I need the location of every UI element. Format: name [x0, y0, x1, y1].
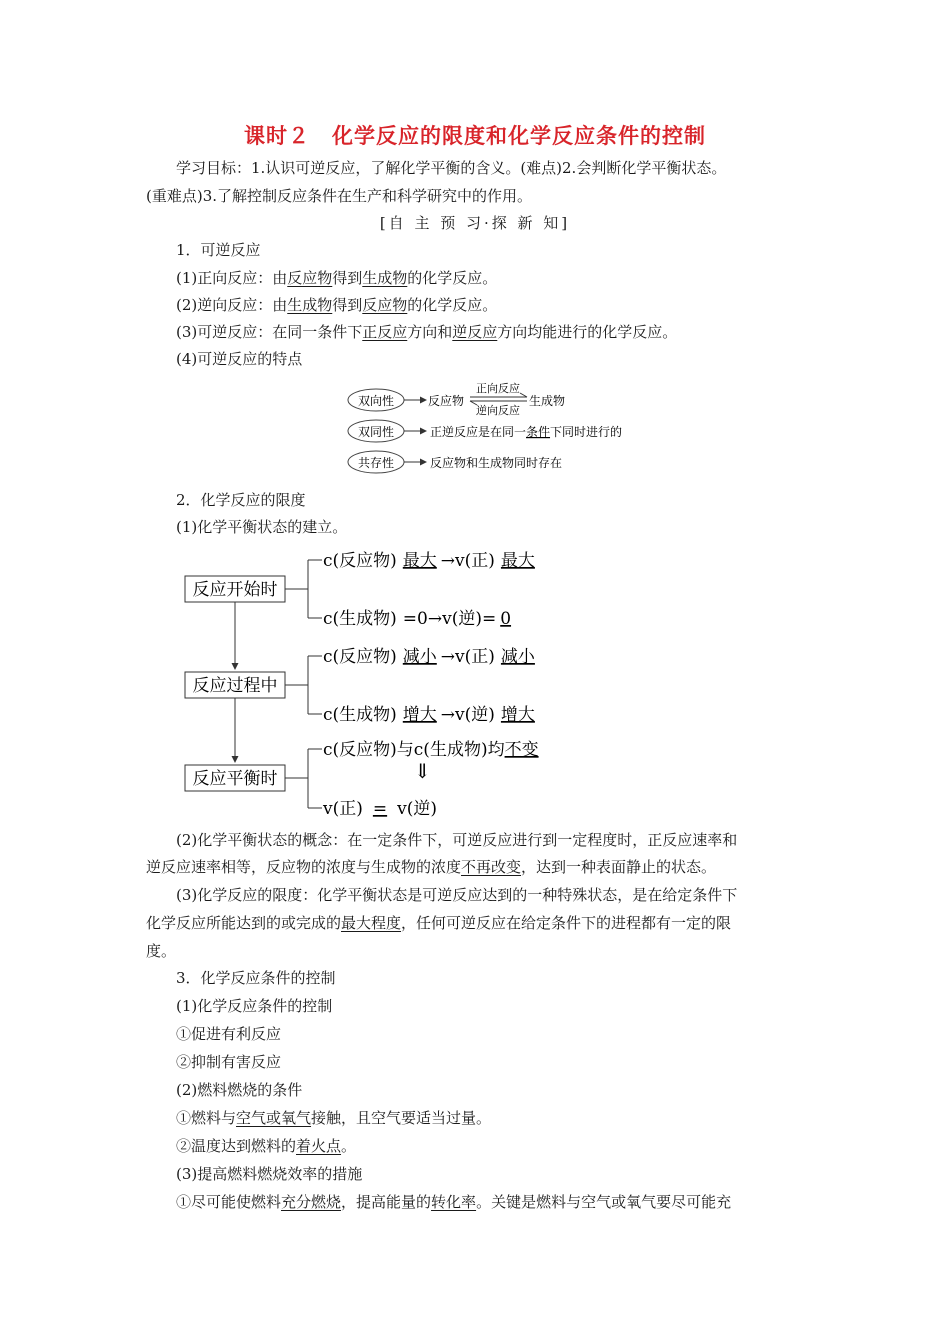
objectives-line-1: 学习目标：1.认识可逆反应，了解化学平衡的含义。(难点)2.会判断化学平衡状态。 [176, 159, 727, 177]
s1-p1 [176, 268, 497, 288]
answer: 反应物 [287, 269, 333, 287]
text: ②温度达到燃料的 [176, 1137, 297, 1155]
answer: 空气或氧气 [236, 1109, 312, 1127]
s3-p2a [176, 1108, 491, 1128]
text: 。关键是燃料与空气或氧气要尽可能充 [476, 1193, 732, 1211]
objectives-line-2: (重难点)3.了解控制反应条件在生产和科学研究中的作用。 [146, 187, 533, 205]
text: c(反应物) [323, 551, 397, 571]
process-reactant-line [323, 647, 536, 667]
text: 逆反应速率相等，反应物的浓度与生成物的浓度 [146, 858, 462, 876]
answer: 逆反应 [452, 323, 498, 341]
s1-p2 [176, 295, 497, 315]
answer: 转化率 [431, 1193, 477, 1211]
implies-arrow: ⇓ [414, 759, 431, 783]
text: c(生成物) [323, 609, 397, 629]
s2-heading: 2．化学反应的限度 [176, 491, 306, 509]
text: (3)可逆反应：在同一条件下 [176, 323, 363, 341]
s1-p3 [176, 322, 677, 342]
text: ，提高能量的 [341, 1193, 432, 1211]
answer: 最大 [402, 551, 437, 571]
feature-node-2 [348, 420, 404, 442]
equilibrium-rate-line [322, 799, 437, 819]
text: (1)正向反应：由 [176, 269, 288, 287]
box-equilibrium-label: 反应平衡时 [192, 769, 278, 789]
text: 得到 [332, 296, 363, 314]
answer: 增大 [500, 705, 535, 725]
text: ，达到一种表面静止的状态。 [521, 858, 717, 876]
answer: 正反应 [362, 323, 408, 341]
text: 。 [341, 1137, 357, 1155]
node-label: 共存性 [357, 456, 395, 470]
node-label: 双同性 [357, 425, 395, 439]
answer: 生成物 [362, 269, 408, 287]
s3-p1b: ②抑制有害反应 [176, 1053, 282, 1071]
text: ①燃料与 [176, 1109, 237, 1127]
text: 方向和 [407, 323, 453, 341]
s3-p1a: ①促进有利反应 [176, 1025, 282, 1043]
node-label: 双向性 [357, 394, 395, 408]
text: c(反应物) [323, 647, 397, 667]
answer: 最大 [500, 551, 535, 571]
forward-label: 正向反应 [476, 382, 520, 395]
answer: 0 [500, 609, 512, 629]
text: =0→v(逆)= [402, 609, 497, 629]
start-product-line [323, 609, 511, 629]
equilibrium-conc-line [323, 740, 539, 760]
s3-p2: (2)燃料燃烧的条件 [176, 1081, 303, 1099]
product-label: 生成物 [529, 394, 566, 408]
reversible-features-diagram [330, 380, 660, 480]
reactant-label: 反应物 [428, 394, 465, 408]
lesson-title: 课时２ 化学反应的限度和化学反应条件的控制 [244, 124, 706, 148]
s3-p3a [176, 1192, 731, 1212]
text: 化学反应所能达到的或完成的 [146, 914, 342, 932]
s3-heading: 3．化学反应条件的控制 [176, 969, 336, 987]
box-process-label: 反应过程中 [192, 676, 278, 696]
s2-p2-line2 [146, 857, 716, 877]
answer: = [372, 799, 388, 819]
text: 接触，且空气要适当过量。 [311, 1109, 492, 1127]
answer: 反应物 [362, 296, 408, 314]
text: 得到 [332, 269, 363, 287]
section-header: [自 主 预 习·探 新 知] [379, 214, 571, 232]
text: 的化学反应。 [407, 296, 498, 314]
s2-p2-line1: (2)化学平衡状态的概念：在一定条件下，可逆反应进行到一定程度时，正反应速率和 [176, 831, 738, 849]
s3-p1: (1)化学反应条件的控制 [176, 997, 333, 1015]
feature-node-1 [348, 389, 404, 411]
box-start-label: 反应开始时 [192, 580, 278, 600]
feature-node-3 [348, 451, 404, 473]
answer: 充分燃烧 [281, 1193, 342, 1211]
s3-p3: (3)提高燃料燃烧效率的措施 [176, 1165, 363, 1183]
simultaneity-text [430, 424, 622, 439]
equilibrium-diagram [180, 542, 640, 824]
s1-heading: 1．可逆反应 [176, 241, 261, 259]
text: 的化学反应。 [407, 269, 498, 287]
coexistence-text: 反应物和生成物同时存在 [430, 456, 563, 470]
text: ①尽可能使燃料 [176, 1193, 282, 1211]
answer: 减小 [402, 647, 437, 667]
answer: 不再改变 [461, 858, 522, 876]
reverse-label: 逆向反应 [476, 404, 520, 417]
answer: 增大 [402, 705, 437, 725]
s2-p3-line2 [146, 913, 731, 933]
answer: 着火点 [296, 1137, 342, 1155]
process-product-line [323, 705, 535, 725]
answer: 最大程度 [341, 914, 402, 932]
text: →v(逆) [440, 705, 495, 725]
answer: 条件 [526, 425, 551, 439]
start-reactant-line [323, 551, 535, 571]
text: →v(正) [440, 647, 495, 667]
text: v(逆) [397, 799, 437, 819]
text: 方向均能进行的化学反应。 [497, 323, 678, 341]
text: v(正) [323, 799, 363, 819]
answer: 生成物 [287, 296, 333, 314]
text: 下同时进行的 [550, 425, 623, 439]
s3-p2b [176, 1136, 356, 1156]
answer: 减小 [500, 647, 535, 667]
text: (2)逆向反应：由 [176, 296, 288, 314]
text: 正逆反应是在同一 [430, 425, 527, 439]
text: →v(正) [440, 551, 495, 571]
text: c(反应物)与c(生成物)均 [323, 740, 505, 760]
s2-p1: (1)化学平衡状态的建立。 [176, 518, 348, 536]
s2-p3-line1: (3)化学反应的限度：化学平衡状态是可逆反应达到的一种特殊状态，是在给定条件下 [176, 886, 738, 904]
answer: 不变 [504, 740, 539, 760]
text: ，任何可逆反应在给定条件下的进程都有一定的限 [401, 914, 732, 932]
text: c(生成物) [323, 705, 397, 725]
s2-p3-line3: 度。 [146, 942, 177, 960]
s1-p4: (4)可逆反应的特点 [176, 350, 303, 368]
